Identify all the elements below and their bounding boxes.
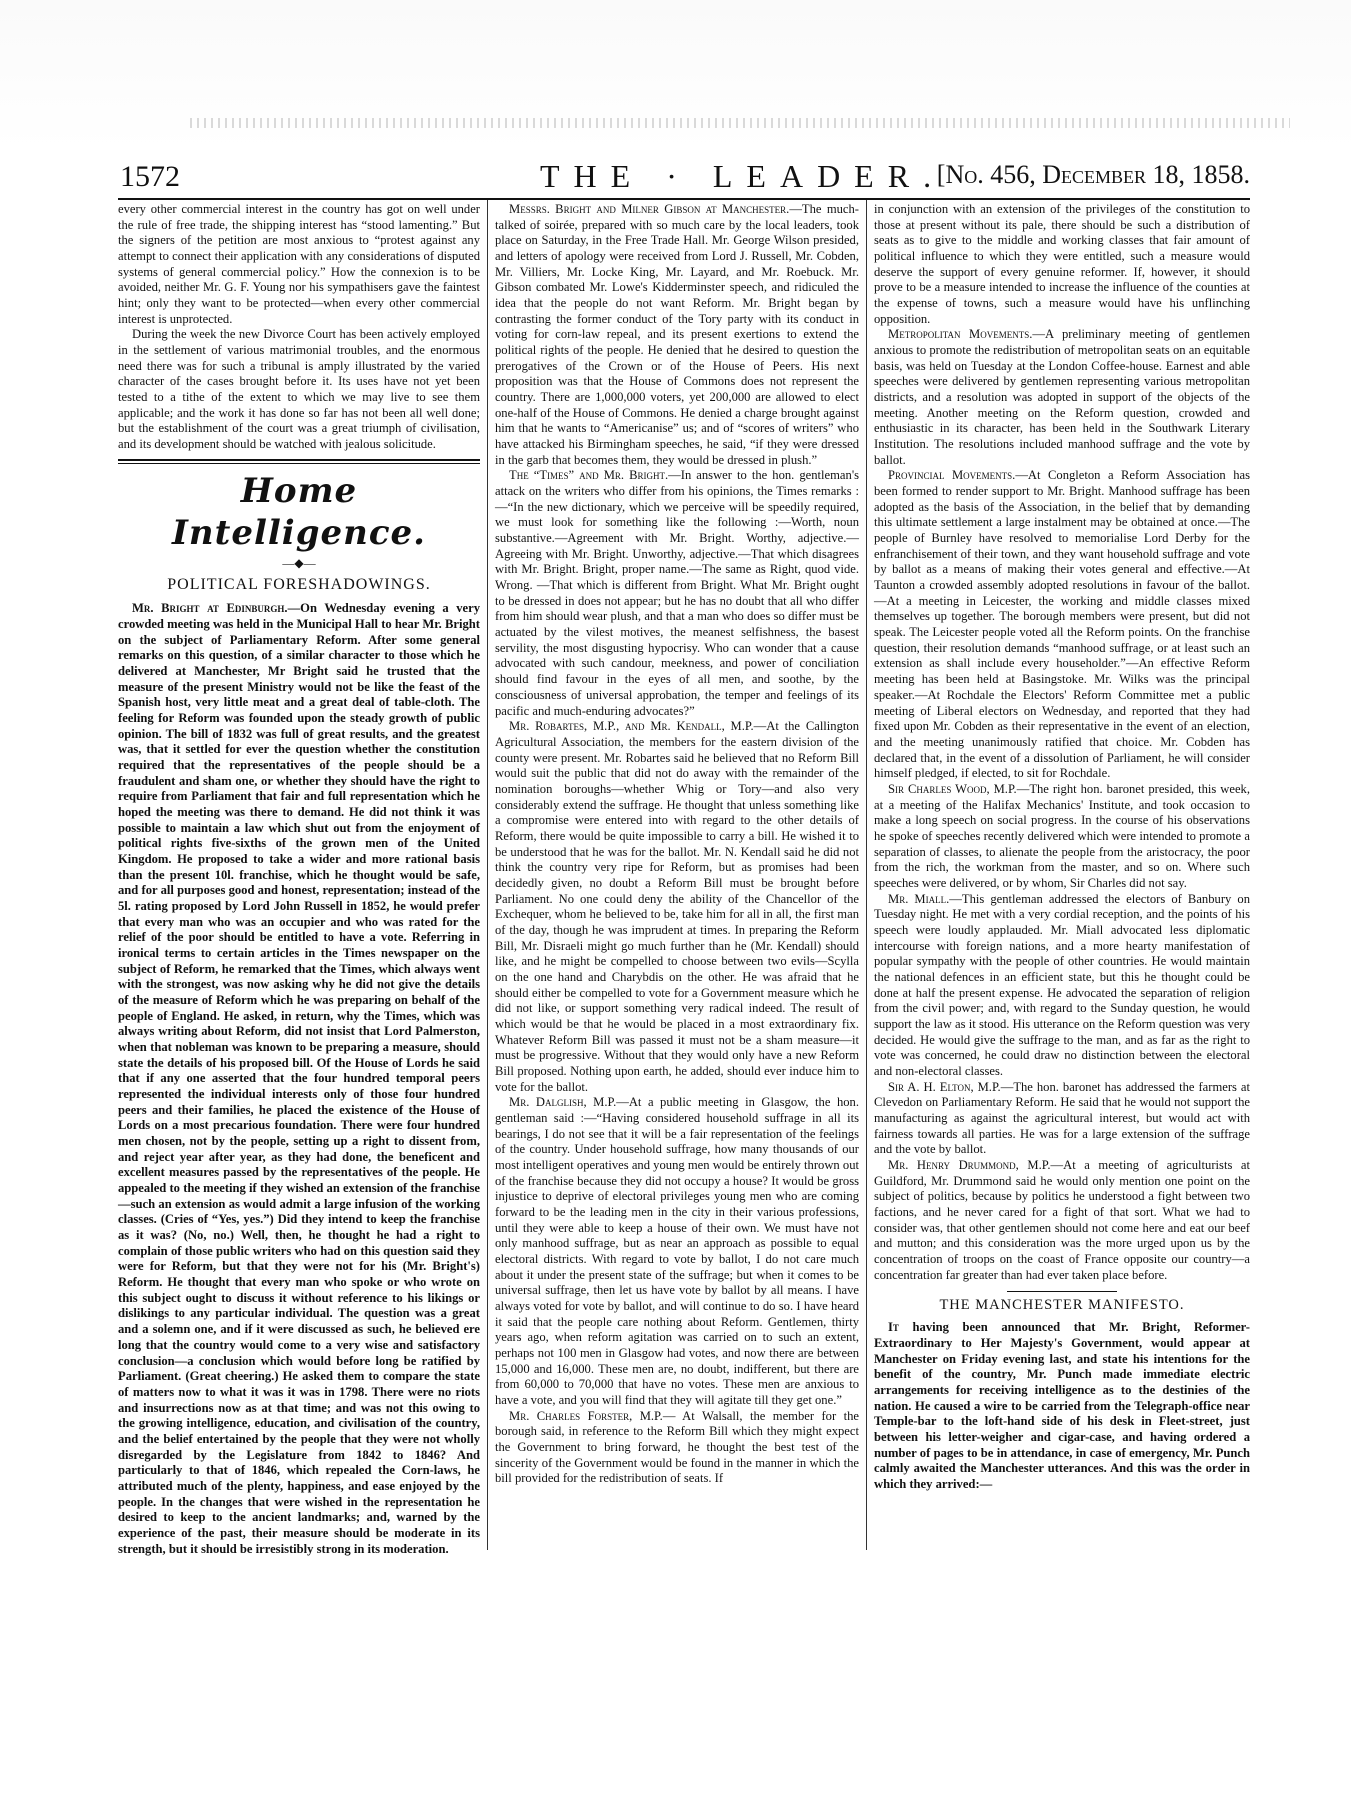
paragraph-body: —At the Callington Agricultural Association, the members for the eastern division of the county were present. Mr. Robartes said he believed that no Reform Bill would suit the public that did not do away with the remainder of the nomination boroughs—whether Whig or Tory—and also very considerably extend the suffrage. He thought that unless something like a compromise were entered into with regard to the other details of Reform, there would be quite impossible to carry a bill. He wished it to be understood that he was for the ballot. Mr. N. Kendall said he did not think the country very ripe for Reform, but as promises had been decidedly given, no doubt a Reform Bill must be brought before Parliament. No one could deny the ability of the Chancellor of the Exchequer, whom he believed to be, take him for all in all, the first man of the day, though he was imprudent at times. In preparing the Reform Bill, Mr. Disraeli might go much further than he (Mr. Kendall) should like, and he might be compelled to choose between two evils—Scylla on the one hand and Charybdis on the other. He was afraid that he should either be compelled to vote for a Government measure which he did not like, or support something very radical indeed. The result of which would be that he would be placed in a most extraordinary fix. Whatever Reform Bill was passed it must not be a sham measure—it must be progressive. Without that they would only have a new Reform Bill proposed. Nothing upon earth, he added, should ever induce him to vote for the ballot.	[495, 719, 859, 1094]
article-paragraph	[874, 782, 1250, 892]
paragraph-body: —The much-talked of soirée, prepared with so much care by the local leaders, took place on Saturday, in the Free Trade Hall. Mr. George Wilson presided, and letters of apology were received from Lord J. Russell, Mr. Cobden, Mr. Villiers, Mr. Locke King, Mr. Layard, and Mr. Roebuck. Mr. Gibson combated Mr. Lowe's Kidderminster speech, and ridiculed the idea that the people do not want Reform. Mr. Bright began by contrasting the former conduct of the Tory party with its conduct in voting for corn-law repeal, and its present exertions to extend the political rights of the people. He denied that he desired to question the prerogatives of the Crown or of the House of Peers. His next proposition was that the House of Commons does not represent the country. There are 1,000,000 voters, yet 200,000 are allowed to elect one-half of the House of Commons. He denied a charge brought against him that he wants to “Americanise” us; and of “scores of writers” who have attacked his Birmingham speeches, he said, “if they were dressed in the garb that becomes them, they would be dressed in plush.”	[495, 202, 859, 467]
article-paragraph	[874, 327, 1250, 468]
article-heading: THE MANCHESTER MANIFESTO.	[939, 1297, 1185, 1314]
paragraph-body: — At Walsall, the member for the borough said, in reference to the Reform Bill which they might expect the Government to bring forward, he thought the best test of the sincerity of the Government would be found in the manner in which the bill provided for the redistribution of seats. If	[495, 1408, 859, 1486]
lead-in: Mr. Charles Forster, M.P.	[509, 1408, 663, 1423]
header-rule	[118, 198, 1250, 200]
lead-in: The “Times” and Mr. Bright.	[509, 468, 669, 483]
lead-in: Mr. Robartes, M.P., and Mr. Kendall, M.P.	[509, 719, 754, 734]
lead-in: Mr. Henry Drummond, M.P.	[888, 1157, 1051, 1172]
article-paragraph	[495, 1409, 859, 1487]
paragraph-body: —The right hon. baronet presided, this week, at a meeting of the Halifax Mechanics' Institute, and took occasion to make a long speech on social progress. In the course of his observations he spoke of speeches recently delivered which were intended to promote a separation of classes, to alienate the people from the aristocracy, the poor from the rich, the workman from the master, and so on. Where such speeches were delivered, or by whom, Sir Charles did not say.	[874, 781, 1250, 890]
issue-date: [No. 456, December 18, 1858.	[936, 160, 1250, 189]
paragraph-body: —In answer to the hon. gentleman's attack on the writers who differ from his opinions, the Times remarks :—“In the new dictionary, which we perceive will be speedily required, we must look for something like the following :—Worth, noun substantive.—Agreement with Mr. Bright. Worthy, adjective.—Agreeing with Mr. Bright. Unworthy, adjective.—That which disagrees with Mr. Bright. Bright, proper name.—The same as Right, quod vide. Wrong. —That which is different from Bright. What Mr. Bright ought to be dressed in does not appear; but he has no doubt that all who differ from him should wear plush, and that a man who does so differ must be actuated by the vilest motives, the meanest selfishness, the basest servility, the most disgusting hypocrisy. Who can wonder that a cause advocated with such candour, meekness, and power of conciliation should find favour in the eyes of all men, and soothe, by the consciousness of universal approbation, the temper and feelings of its pacific and much-enduring advocates?”	[495, 468, 859, 718]
paragraph-body: having been announced that Mr. Bright, Reformer-Extraordinary to Her Majesty's Government, would appear at Manchester on Friday evening last, and state his intentions for the benefit of the country, Mr. Punch made immediate electric arrangements for receiving intelligence as to the destinies of the nation. He caused a wire to be carried from the Telegraph-office near Temple-bar to the loft-hand side of his desk in Fleet-street, just between his letter-weigher and cigar-case, and having ordered a number of pages to be in attendance, in case of emergency, Mr. Punch calmly awaited the Manchester utterances. And this was the order in which they arrived:—	[874, 1320, 1250, 1492]
lead-in: It	[888, 1320, 899, 1335]
page-number: 1572	[120, 160, 180, 193]
column-1	[118, 202, 480, 1557]
article-paragraph	[495, 202, 859, 468]
article-paragraph	[874, 892, 1250, 1080]
article-paragraph	[874, 1320, 1250, 1492]
column-divider	[487, 200, 488, 1550]
lead-in: Messrs. Bright and Milner Gibson at Manchester.	[509, 202, 790, 216]
paragraph-body: —At a meeting of agriculturists at Guildford, Mr. Drummond said he would only mention one point on the subject of politics, because by politics he understood a fight between two factions, and he never cared for a fight of that sort. What we had to consider was, that other gentlemen should not come here and eat our beef and mutton; and this consideration was the more urged upon us by the concentration of troops on the coast of France opposite our country—a concentration far greater than had ever taken place before.	[874, 1157, 1251, 1282]
lead-in: Mr. Miall.	[888, 891, 950, 906]
section-title: Home Intelligence.	[171, 470, 426, 554]
paragraph-body: —At a public meeting in Glasgow, the hon. gentleman said :—“Having considered household suffrage in all its bearings, I do not see that it will be a fair representation of the feelings of the country. Under household suffrage, how many thousands of our most intelligent operatives and young men would be entirely thrown out of the franchise because they did not occupy a house? It would be gross injustice to deprive of electoral privileges young men who are coming forward to be the leading men in the city in their various professions, until they were able to keep a house of their own. We must have not only manhood suffrage, but as near an approach as possible to equal electoral districts. With regard to vote by ballot, I do not care much about it under the present state of the suffrage; but when it comes to be universal suffrage, then let us have vote by ballot by all means. I have always voted for vote by ballot, and will continue to do so. I have heard it said that the people care nothing about Reform. Gentlemen, thirty years ago, when reform agitation was carried on to such an extent, perhaps not 100 men in Glasgow had votes, and now there are between 15,000 and 16,000. These men are, no doubt, indifferent, but there are from 60,000 to 70,000 that have no votes. These men are anxious to have a vote, and you will find that they will agitate till they get one.”	[495, 1095, 859, 1408]
section-rule	[118, 459, 480, 464]
lead-in: Metropolitan Movements.	[888, 327, 1033, 342]
article-paragraph	[874, 1158, 1250, 1283]
lead-in: Mr. Bright at Edinburgh.	[132, 601, 288, 616]
paragraph-body: —A preliminary meeting of gentlemen anxious to promote the redistribution of metropolitan seats on an equitable basis, was held on Tuesday at the London Coffee-house. Earnest and able speeches were delivered by gentlemen representing various metropolitan districts, and a resolution was adopted in support of the objects of the meeting. Another meeting on the Reform question, crowded and enthusiastic in its character, has been held in the Southwark Literary Institution. The resolutions included manhood suffrage and the vote by ballot.	[874, 327, 1250, 467]
paragraph: During the week the new Divorce Court has been actively employed in the settlement of various matrimonial troubles, and the enormous need there was for such a tribunal is amply illustrated by the varied character of the cases brought before it. Its uses have not yet been tested to a tithe of the extent to which we may live to see them applicable; and the work it has done so far has not been all well done; but the establishment of the court was a great triumph of civilisation, and its development should be watched with jealous solicitude.	[118, 327, 480, 452]
paragraph: in conjunction with an extension of the privileges of the constitution to those at present without its pale, there should be such a distribution of seats as to give to the middle and working classes that fair amount of political influence to which they were entitled, such a measure would deserve the support of every genuine reformer. If, however, it should prove to be a measure intended to increase the influence of the counties at the expense of towns, such a measure would have his unflinching opposition.	[874, 202, 1250, 326]
article-paragraph	[495, 1095, 859, 1408]
article-paragraph	[874, 1080, 1250, 1158]
paragraph: every other commercial interest in the country has got on well under the rule of free trade, the shipping interest has “stood lamenting.” But the signers of the petition are most anxious to “protest against any attempt to connect their application with any considerations of disputed systems of general commercial policy.” How the connexion is to be avoided, neither Mr. G. F. Young nor his sympathisers gave the faintest hint; only they want to be protected—when every other commercial interest is unprotected.	[118, 202, 480, 326]
lead-in: Sir Charles Wood, M.P.	[888, 781, 1017, 796]
paragraph-body: —The hon. baronet has addressed the farmers at Clevedon on Parliamentary Reform. He said that he would not support the manufacturing as against the agricultural interest, but would act with fairness towards all parties. He was for a large extension of the suffrage and the vote by ballot.	[874, 1079, 1251, 1157]
article-paragraph	[495, 468, 859, 719]
lead-in: Sir A. H. Elton, M.P.	[888, 1079, 1001, 1094]
ornament-icon: —◆—	[282, 556, 316, 571]
lead-in: Mr. Dalglish, M.P.	[509, 1095, 617, 1110]
paragraph-body: —On Wednesday evening a very crowded meeting was held in the Municipal Hall to hear Mr. Bright on the subject of Parliamentary Reform. After some general remarks on this question, of a similar character to those which he delivered at Manchester, Mr Bright said he trusted that the measure of the present Ministry would not be like the feast of the Spanish host, very little meat and a great deal of table-cloth. The feeling for Reform was founded upon the steady growth of public opinion. The bill of 1832 was full of great results, and the greatest was, that it settled for ever the question whether the constitution required that the representatives of the people should be a fraudulent and sham one, or whether they should have the right to require from Parliament that fair and full representation which he hoped the meeting was there to demand. He did not think it was possible to maintain a law which shut out from the enjoyment of political rights five-sixths of the grown men of the United Kingdom. He proposed to take a wider and more rational basis than the present 10l. franchise, which he thought would be safe, and for all purposes good and honest, representation; instead of the 5l. rating proposed by Lord John Russell in 1852, he would prefer that every man who was an occupier and who was rated for the relief of the poor should be entitled to have a vote. Referring in ironical terms to certain articles in the Times newspaper on the subject of Reform, he remarked that the Times, which always went with the strongest, was now asking why he did not give the details of the measure of Reform which he was preparing on behalf of the people of England. He asked, in return, why the Times, which was always writing about Reform, did not insist that Lord Palmerston, when that nobleman was known to be preparing a measure, should state the details of his proposed bill. Of the House of Lords he said that if any one asserted that the four hundred temporal peers represented the individual interests only of those four hundred peers and their families, he placed the existence of the House of Lords on a most precarious foundation. There were four hundred men chosen, not by the people, setting up a right to dissent from, and reject year after year, as they had done, the beneficent and excellent measures passed by the representatives of the people. He appealed to the meeting if they wished an extension of the franchise—such an extension as would admit a large infusion of the working classes. (Cries of “Yes, yes.”) Did they intend to keep the franchise as it was? (No, no.) Well, then, he thought he had a right to complain of those public writers who had on this question said they were for Reform, but that they were not for his (Mr. Bright's) Reform. He thought that every man who spoke or who wrote on this subject ought to discuss it without reference to his likings or dislikings to any particular individual. The question was a great and a solemn one, and if it were discussed as such, he believed ere long that the country would come to a very wise and satisfactory conclusion—a conclusion which would before long be ratified by Parliament. (Great cheering.) He asked them to compare the state of matters now to what it was it was in 1798. There were no riots and insurrections now as at that time; and was not this owing to the growing intelligence, education, and civilisation of the country, and the belief entertained by the people that they were not wholly disregarded by the Legislature from 1842 to 1846? And particularly to that of 1846, which repealed the Corn-laws, he attributed much of the plenty, happiness, and ease enjoyed by the people. In the changes that were wished in the representation he desired to keep to the ancient landmarks; and, warned by the experience of the past, their measure should be moderate in its strength, but it should be irresistibly strong in its moderation.	[118, 601, 480, 1556]
divider	[1007, 1291, 1117, 1292]
scan-margin	[0, 0, 1351, 150]
paragraph-body: —At Congleton a Reform Association has been formed to render support to Mr. Bright. Manhood suffrage has been adopted as the basis of the Association, in the belief that by demanding this ultimate settlement a large instalment may be obtained at once.—The people of Burnley have resolved to memorialise Lord Derby for the enfranchisement of their town, and they want household suffrage and vote by ballot as a means of making their votes general and effective.—At Taunton a crowded assembly adopted resolutions in favour of the ballot.—At a meeting in Leicester, the working and middle classes mixed themselves up together. The borough members were present, but did not speak. The Leicester people voted all the Reform points. On the franchise question, their resolution demands “manhood suffrage, or at least such an extension as shall include every householder.”—An effective Reform meeting has been held at Basingstoke. Mr. Wilks was the principal speaker.—At Rochdale the Electors' Reform Committee met a public meeting of Liberal electors on Wednesday, and reported that they had fixed upon Mr. Cobden as their representative in the event of an election, and the meeting unanimously ratified that choice. Mr. Cobden has declared that, in the event of a dissolution of Parliament, he will consider himself pledged, if elected, to sit for Rochdale.	[874, 468, 1250, 781]
article-paragraph	[874, 468, 1250, 781]
newspaper-title: THE · LEADER.	[540, 158, 946, 194]
article-heading: POLITICAL FORESHADOWINGS.	[167, 576, 431, 594]
paragraph-body: —This gentleman addressed the electors of Banbury on Tuesday night. He met with a very cordial reception, and the points of his speech were loudly applauded. Mr. Miall advocated less diplomatic intercourse with foreign nations, and a more hearty manifestation of popular sympathy with the people of other countries. He would maintain the national defences in an efficient state, but this he thought could be done at half the present expense. He advocated the separation of religion from the civil power; and, with regard to the Sunday question, he would support the law as it stood. His utterance on the Reform question was very decided. He would give the suffrage to the man, and as far as the right to vote was concerned, he could draw no distinction between the electoral and non-electoral classes.	[874, 891, 1250, 1078]
lead-in: Provincial Movements.	[888, 468, 1016, 483]
page-header	[120, 160, 1250, 194]
column-2	[495, 202, 859, 1487]
column-3	[874, 202, 1250, 1493]
column-divider	[866, 200, 867, 1550]
scan-bleed	[190, 118, 1290, 128]
article-paragraph	[118, 601, 480, 1557]
article-paragraph	[495, 719, 859, 1095]
